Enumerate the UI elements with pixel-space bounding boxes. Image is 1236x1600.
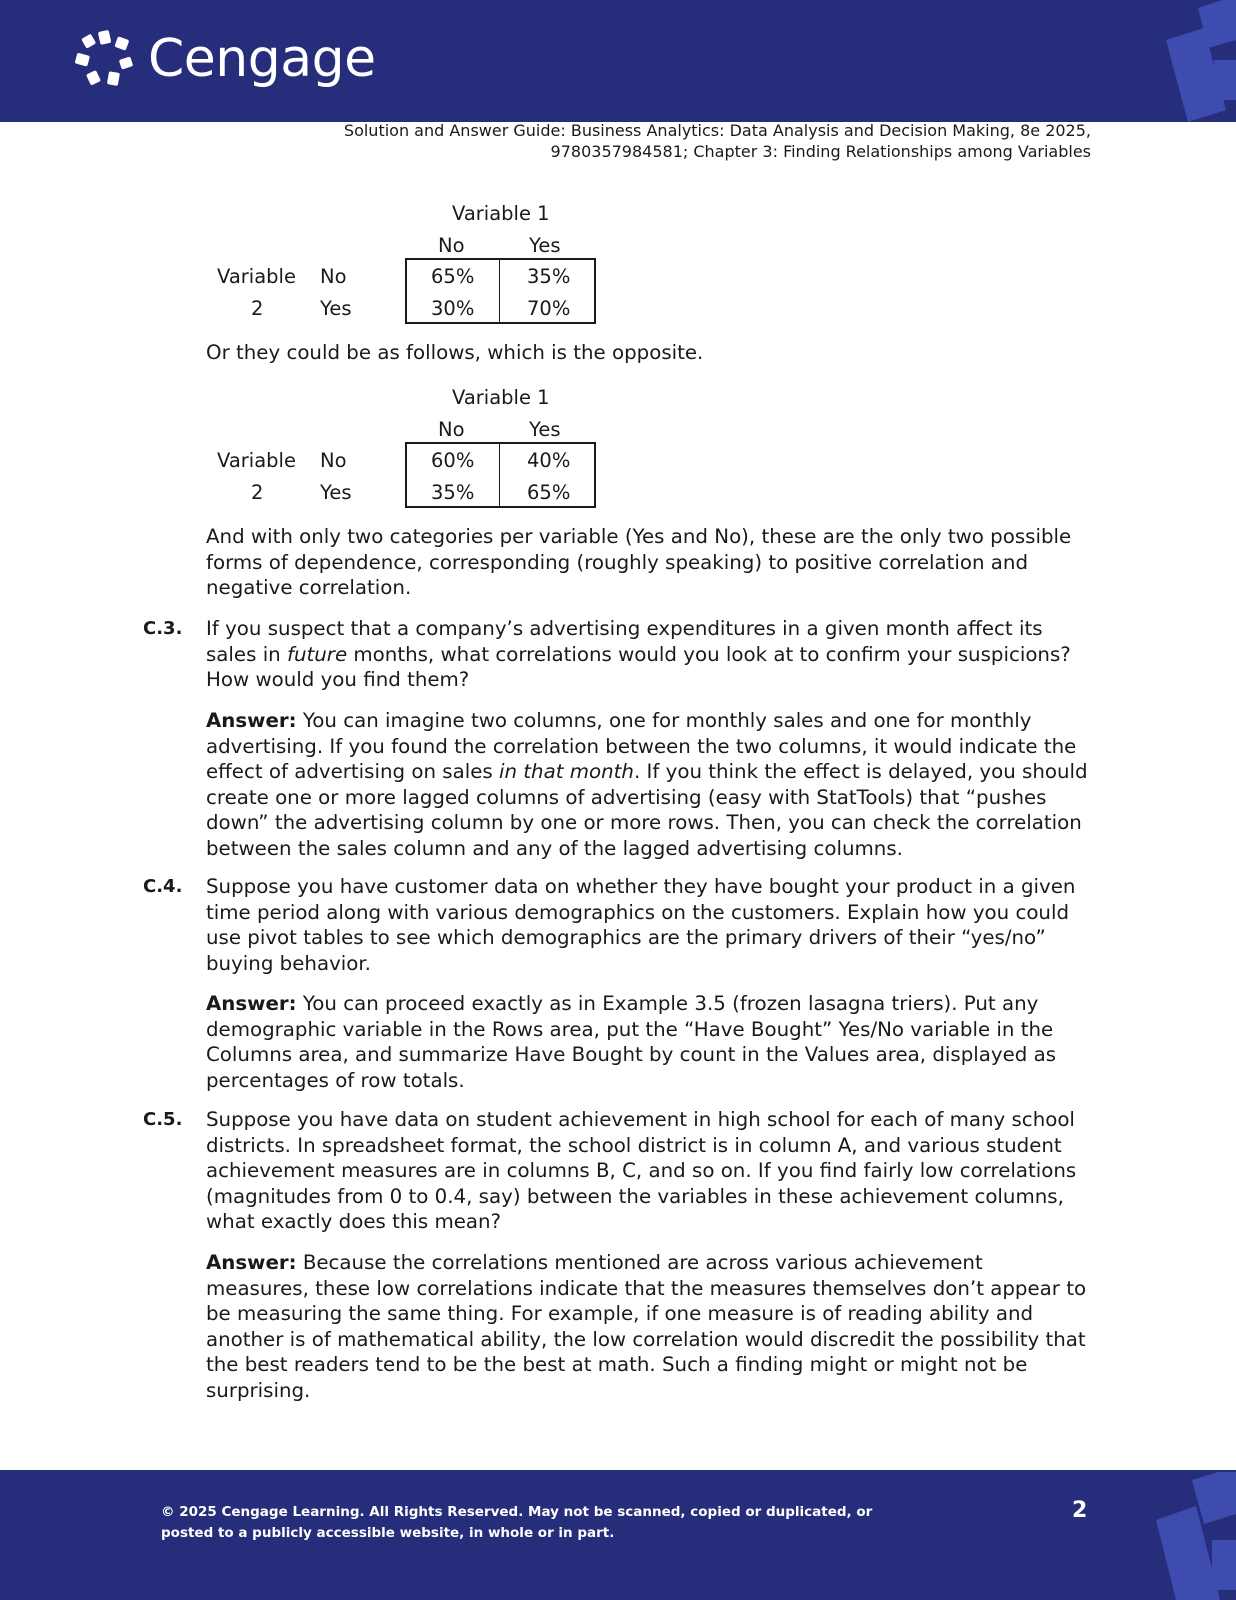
question-c3-part2: months, what correlations would you look at to confirm your suspicions? How would you find them? <box>206 642 1071 692</box>
col-header-yes: Yes <box>529 234 561 257</box>
answer-c5-label: Answer: <box>206 1251 297 1274</box>
question-c3-part1: If you suspect that a company’s advertising expenditures in a given month affect its sales in <box>206 617 1043 666</box>
table-divider <box>499 443 500 507</box>
row-header-no: No <box>320 265 347 288</box>
cell-yes-yes: 65% <box>527 481 571 504</box>
brand-name: Cengage <box>148 29 376 89</box>
answer-c3-emphasis: in that month <box>498 760 634 784</box>
col-header-yes: Yes <box>529 418 561 441</box>
answer-c4-text <box>206 991 1091 1093</box>
col-header-no: No <box>438 418 465 441</box>
cengage-logo-icon <box>74 28 136 90</box>
question-c3-label: C.3. <box>143 618 183 639</box>
row-variable-label: Variable <box>217 265 296 288</box>
cell-no-yes: 40% <box>527 449 571 472</box>
answer-c3-label: Answer: <box>206 709 297 732</box>
cell-yes-no: 35% <box>431 481 475 504</box>
cell-no-no: 60% <box>431 449 475 472</box>
copyright-notice: © 2025 Cengage Learning. All Rights Reserved. May not be scanned, copied or duplicated, or posted to a publicly accessible website, in whole or in part. <box>161 1504 873 1541</box>
col-variable-header: Variable 1 <box>452 202 550 225</box>
cell-yes-no: 30% <box>431 297 475 320</box>
footer-corner-decoration <box>1146 1470 1236 1600</box>
cell-yes-yes: 70% <box>527 297 571 320</box>
col-variable-header: Variable 1 <box>452 386 550 409</box>
table-divider <box>499 259 500 323</box>
after-tables-text: And with only two categories per variable (Yes and No), these are the only two possible forms of dependence, corresponding (roughly speaking) to positive correlation and negative correlation. <box>206 525 1072 600</box>
row-variable-number: 2 <box>251 297 264 320</box>
row-header-yes: Yes <box>320 481 352 504</box>
document-title <box>191 121 1091 162</box>
cell-no-yes: 35% <box>527 265 571 288</box>
cengage-logo <box>74 28 376 90</box>
page-number: 2 <box>1072 1498 1088 1523</box>
corner-decoration <box>1146 0 1236 122</box>
footer-bar <box>0 1470 1236 1600</box>
question-c3-text <box>206 616 1091 693</box>
row-variable-number: 2 <box>251 481 264 504</box>
question-c5-label: C.5. <box>143 1109 183 1130</box>
question-c3-emphasis: future <box>287 642 348 666</box>
answer-c4-label: Answer: <box>206 992 297 1015</box>
document-title-line-2: 9780357984581; Chapter 3: Finding Relationships among Variables <box>550 141 1091 161</box>
answer-c3-part2: . If you think the effect is delayed, you should create one or more lagged columns of advertising (easy with StatTools) that “pushes down” the advertising column by one or more rows. Then, you can check the correlation between the sales column and any of the lagged advertising columns. <box>206 760 1088 860</box>
document-title-line-1: Solution and Answer Guide: Business Analytics: Data Analysis and Decision Making, 8e 2025, <box>343 121 1091 140</box>
col-header-no: No <box>438 234 465 257</box>
answer-c3-text <box>206 708 1091 862</box>
answer-c5-text <box>206 1250 1091 1404</box>
cell-no-no: 65% <box>431 265 475 288</box>
answer-c5-body: Because the correlations mentioned are across various achievement measures, these low correlations indicate that the measures themselves don’t appear to be measuring the same thing. For example, if one measure is of reading ability and another is of mathematical ability, the low correlation would discredit the possibility that the best readers tend to be the best at math. Such a finding might or might not be surprising. <box>206 1251 1087 1402</box>
row-header-no: No <box>320 449 347 472</box>
row-header-yes: Yes <box>320 297 352 320</box>
header-bar <box>0 0 1236 122</box>
question-c4-text: Suppose you have customer data on whether they have bought your product in a given time period along with various demographics on the customers. Explain how you could use pivot tables to see which demographics are the primary drivers of their “yes/no” buying behavior. <box>206 875 1076 975</box>
answer-c3-part1: You can imagine two columns, one for monthly sales and one for monthly advertising. If you found the correlation between the two columns, it would indicate the effect of advertising on sales <box>206 709 1077 784</box>
question-c4-label: C.4. <box>143 876 183 897</box>
question-c5-text: Suppose you have data on student achievement in high school for each of many school districts. In spreadsheet format, the school district is in column A, and various student achievement measures are in columns B, C, and so on. If you find fairly low correlations (magnitudes from 0 to 0.4, say) between the variables in these achievement columns, what exactly does this mean? <box>206 1108 1077 1234</box>
between-text: Or they could be as follows, which is the opposite. <box>206 341 704 364</box>
answer-c4-body: You can proceed exactly as in Example 3.5 (frozen lasagna triers). Put any demographic variable in the Rows area, put the “Have Bought” Yes/No variable in the Columns area, and summarize Have Bought by count in the Values area, displayed as percentages of row totals. <box>206 992 1057 1092</box>
row-variable-label: Variable <box>217 449 296 472</box>
